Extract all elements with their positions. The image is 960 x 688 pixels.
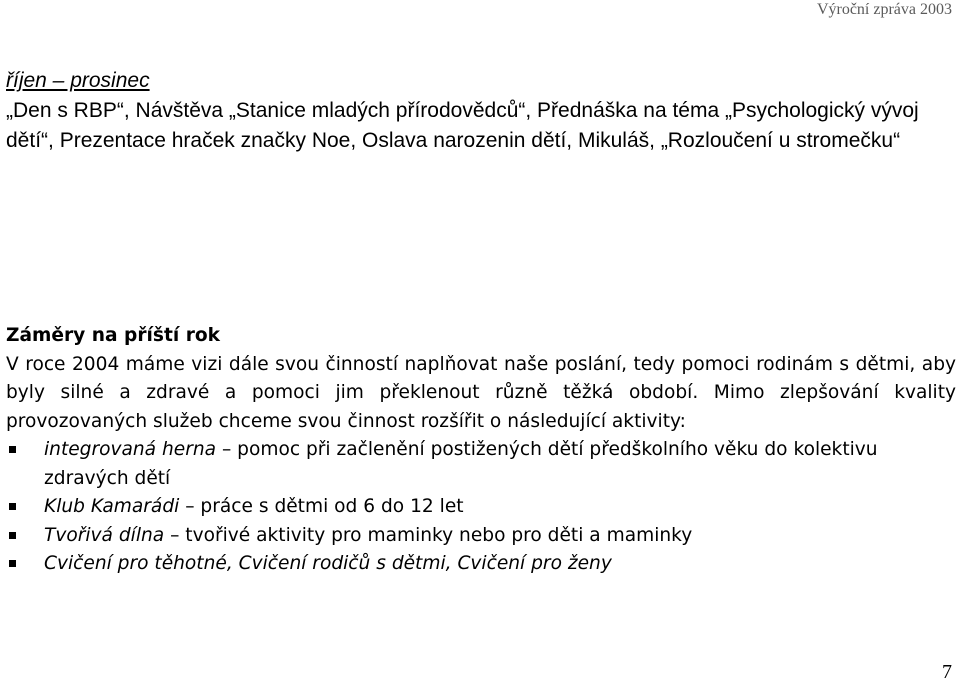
page-number: 7: [942, 661, 952, 683]
activity-description: – tvořivé aktivity pro maminky nebo pro děti a maminky: [170, 524, 693, 546]
activity-name: integrovaná herna: [44, 439, 217, 460]
activity-description: – pomoc při začlenění postižených dětí předškolního věku do kolektivu zdravých dětí: [44, 439, 878, 489]
activity-item: [6, 522, 956, 551]
period-section: [6, 66, 956, 156]
activity-item: [6, 436, 956, 493]
activities-list: [6, 436, 956, 579]
period-events-text: „Den s RBP“, Návštěva „Stanice mladých přírodovědců“, Přednáška na téma „Psychologický vývoj dětí“, Prezentace hraček značky Noe, Oslava narozenin dětí, Mikuláš, „Rozloučení u stromečku“: [6, 99, 919, 152]
square-bullet-icon: [9, 532, 16, 539]
running-header: Výroční zpráva 2003: [816, 1, 952, 18]
period-title: říjen – prosinec: [6, 69, 150, 92]
square-bullet-icon: [9, 446, 16, 453]
activity-item: [6, 550, 956, 579]
activity-name: Klub Kamarádi: [44, 496, 180, 517]
plans-title: Záměry na příští rok: [6, 325, 221, 346]
plans-section: [6, 322, 956, 579]
activity-name: Cvičení pro těhotné, Cvičení rodičů s dětmi, Cvičení pro ženy: [44, 553, 612, 574]
square-bullet-icon: [9, 503, 16, 510]
plans-intro-paragraph: V roce 2004 máme vizi dále svou činností naplňovat naše poslání, tedy pomoci rodinám s dětmi, aby byly silné a zdravé a pomoci jim překlenout různě těžká období. Mimo zlepšování kvality provozovaných služeb chceme svou činnost rozšířit o následující aktivity:: [6, 353, 956, 432]
activity-name: Tvořivá dílna: [44, 524, 165, 546]
square-bullet-icon: [9, 560, 16, 567]
activity-item: [6, 493, 956, 522]
activity-description: – práce s dětmi od 6 do 12 let: [185, 496, 464, 517]
